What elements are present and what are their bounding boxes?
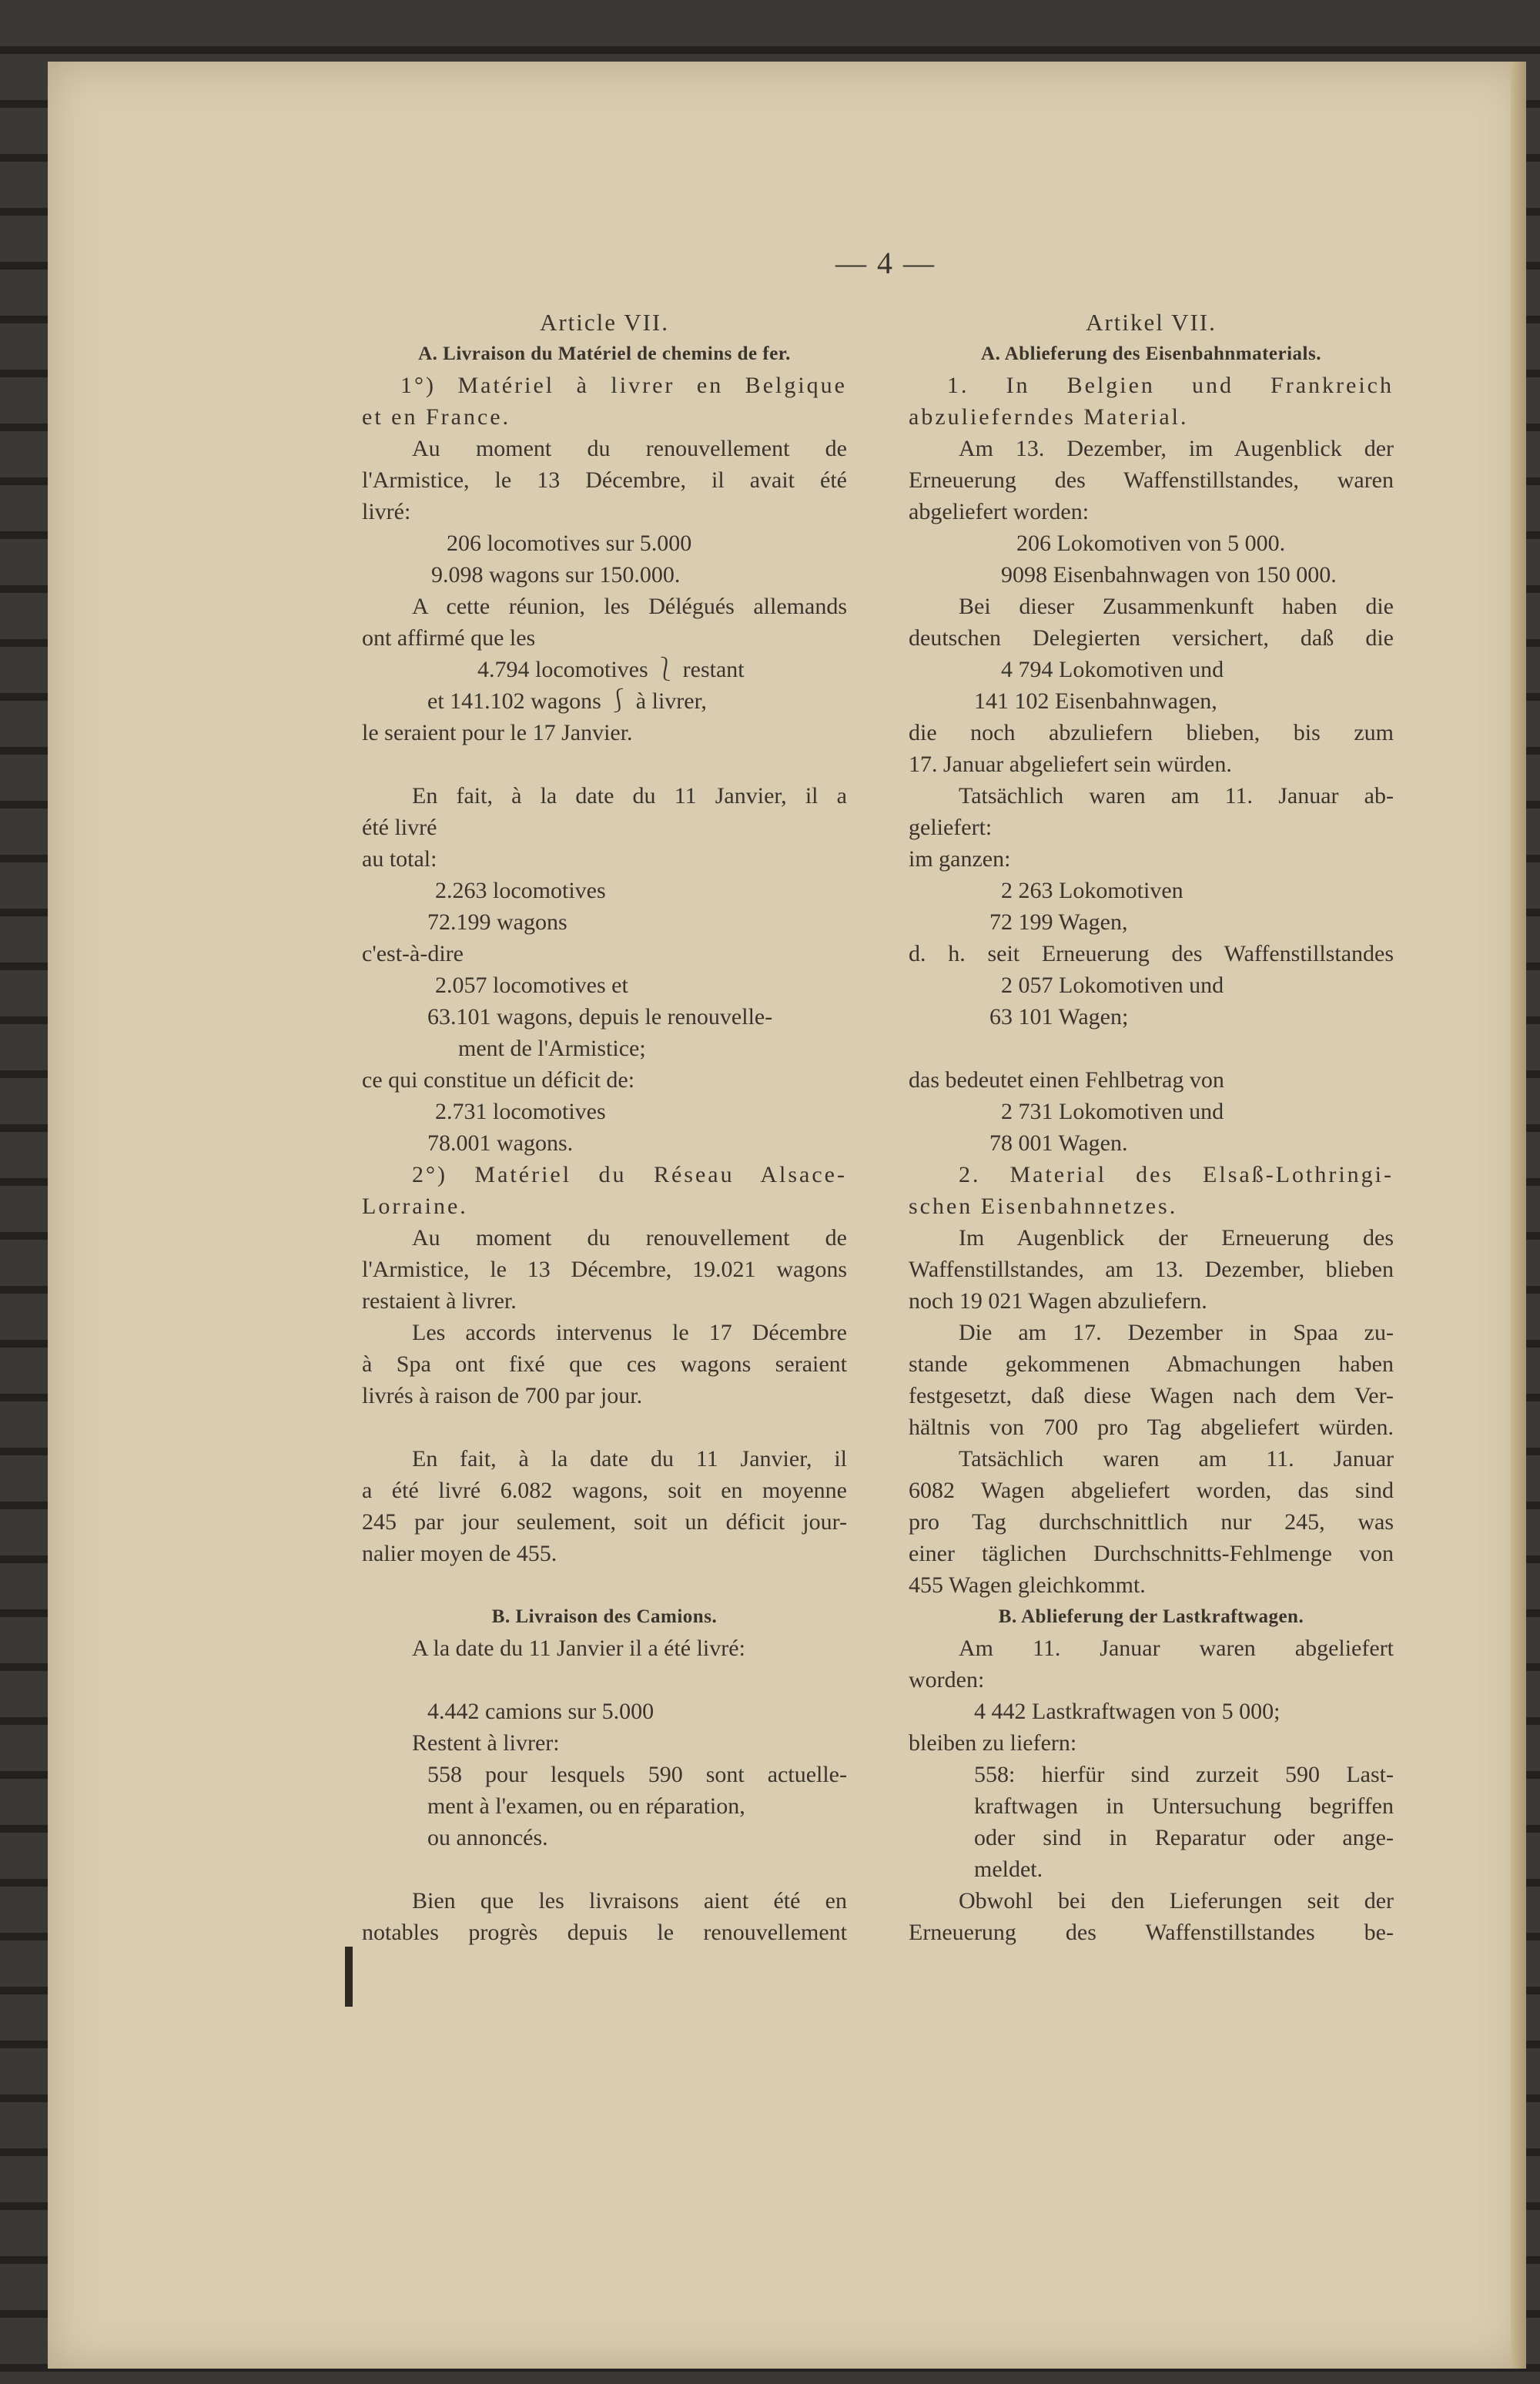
fr-text-line: au total: — [362, 846, 437, 872]
fr-text-line: l'Armistice, le 13 Décembre, il avait été — [362, 467, 847, 493]
fr-text-line: à Spa ont fixé que ces wagons seraient — [362, 1351, 847, 1377]
de-text-line: 17. Januar abgeliefert sein würden. — [909, 752, 1232, 777]
fr-text-line — [362, 1569, 847, 1601]
de-text-line: Artikel VII. — [1086, 309, 1217, 336]
de-text-line: Tatsächlich waren am 11. Januar ab- — [959, 783, 1394, 809]
fr-text-line: nalier moyen de 455. — [362, 1541, 557, 1566]
fr-text-line: Restent à livrer: — [412, 1730, 560, 1756]
de-text-line: noch 19 021 Wagen abzuliefern. — [909, 1288, 1207, 1314]
fr-text-line: Au moment du renouvellement de — [412, 436, 847, 461]
fr-text-line: Au moment du renouvellement de — [412, 1225, 847, 1251]
fr-text-line: livré: — [362, 499, 411, 524]
de-text-line: Im Augenblick der Erneuerung des — [959, 1225, 1394, 1251]
de-text-line: schen Eisenbahnnetzes. — [909, 1194, 1178, 1219]
de-text-line: 2 057 Lokomotiven und — [1001, 973, 1224, 998]
de-text-line: 206 Lokomotiven von 5 000. — [1016, 531, 1286, 556]
fr-text-line: 2.057 locomotives et — [435, 973, 628, 998]
fr-text-line: ment de l'Armistice; — [458, 1036, 646, 1061]
de-text-line: 4 442 Lastkraftwagen von 5 000; — [974, 1699, 1281, 1724]
page-edge — [1511, 62, 1526, 2369]
fr-text-line: le seraient pour le 17 Janvier. — [362, 720, 633, 745]
de-text-line: geliefert: — [909, 815, 993, 840]
de-text-line: 2 731 Lokomotiven und — [1001, 1099, 1224, 1124]
fr-text-line: 245 par jour seulement, soit un déficit jour- — [362, 1509, 847, 1535]
fr-text-line: 4.442 camions sur 5.000 — [427, 1699, 654, 1724]
de-text-line: Die am 17. Dezember in Spaa zu- — [959, 1320, 1394, 1345]
fr-text-line: a été livré 6.082 wagons, soit en moyenne — [362, 1478, 847, 1503]
fr-text-line: 63.101 wagons, depuis le renouvelle- — [427, 1004, 773, 1030]
de-text-line: B. Ablieferung der Lastkraftwagen. — [998, 1606, 1304, 1627]
fr-text-line: 72.199 wagons — [427, 909, 567, 935]
de-text-line: pro Tag durchschnittlich nur 245, was — [909, 1509, 1394, 1535]
fr-text-line: été livré — [362, 815, 437, 840]
fr-text-line: 4.794 locomotives ⎱ restant — [477, 657, 745, 682]
de-text-line: Tatsächlich waren am 11. Januar — [959, 1446, 1394, 1472]
de-text-line: bleiben zu liefern: — [909, 1730, 1077, 1756]
de-text-line: einer täglichen Durchschnitts-Fehlmenge von — [909, 1541, 1394, 1566]
de-text-line: 455 Wagen gleichkommt. — [909, 1572, 1146, 1598]
fr-text-line: notables progrès depuis le renouvellement — [362, 1920, 847, 1945]
de-text-line: Waffenstillstandes, am 13. Dezember, blieben — [909, 1257, 1394, 1282]
de-text-line: im ganzen: — [909, 846, 1011, 872]
fr-text-line: 2.731 locomotives — [435, 1099, 606, 1124]
fr-text-line: l'Armistice, le 13 Décembre, 19.021 wagons — [362, 1257, 847, 1282]
fr-text-line: 206 locomotives sur 5.000 — [447, 531, 692, 556]
fr-text-line — [362, 1411, 847, 1443]
fr-text-line — [362, 1853, 847, 1885]
de-text-line — [909, 1033, 1394, 1064]
margin-mark — [345, 1947, 353, 2007]
fr-text-line: et 141.102 wagons ⎰ à livrer, — [427, 688, 707, 714]
german-column — [909, 306, 1394, 1948]
de-text-line: das bedeutet einen Fehlbetrag von — [909, 1067, 1224, 1093]
fr-text-line: 1°) Matériel à livrer en Belgique — [400, 373, 847, 398]
fr-text-line: c'est-à-dire — [362, 941, 464, 966]
de-text-line: Erneuerung des Waffenstillstandes be- — [909, 1920, 1394, 1945]
fr-text-line: livrés à raison de 700 par jour. — [362, 1383, 643, 1408]
de-text-line: A. Ablieferung des Eisenbahnmaterials. — [981, 343, 1321, 364]
fr-text-line — [362, 1664, 847, 1696]
fr-text-line: Article VII. — [539, 309, 670, 336]
fr-text-line: 2°) Matériel du Réseau Alsace- — [412, 1162, 847, 1187]
fr-text-line: B. Livraison des Camions. — [491, 1606, 718, 1627]
fr-text-line: ment à l'examen, ou en réparation, — [427, 1793, 745, 1819]
fr-text-line: A cette réunion, les Délégués allemands — [412, 594, 847, 619]
fr-text-line: ont affirmé que les — [362, 625, 536, 651]
fr-text-line: restaient à livrer. — [362, 1288, 517, 1314]
de-text-line: Obwohl bei den Lieferungen seit der — [959, 1888, 1394, 1914]
de-text-line: abzulieferndes Material. — [909, 404, 1189, 430]
de-text-line: Am 13. Dezember, im Augenblick der — [959, 436, 1394, 461]
fr-text-line — [362, 748, 847, 780]
de-text-line: die noch abzuliefern blieben, bis zum — [909, 720, 1394, 745]
de-text-line: 2 263 Lokomotiven — [1001, 878, 1183, 903]
de-text-line: 4 794 Lokomotiven und — [1001, 657, 1224, 682]
de-text-line: stande gekommenen Abmachungen haben — [909, 1351, 1394, 1377]
fr-text-line: Les accords intervenus le 17 Décembre — [412, 1320, 847, 1345]
fr-text-line: et en France. — [362, 404, 511, 430]
de-text-line: 6082 Wagen abgeliefert worden, das sind — [909, 1478, 1394, 1503]
de-text-line: kraftwagen in Untersuchung begriffen — [974, 1793, 1394, 1819]
fr-text-line: ou annoncés. — [427, 1825, 548, 1850]
fr-text-line: En fait, à la date du 11 Janvier, il a — [412, 783, 847, 809]
de-text-line: worden: — [909, 1667, 985, 1693]
fr-text-line: A la date du 11 Janvier il a été livré: — [412, 1636, 745, 1661]
de-text-line: 1. In Belgien und Frankreich — [947, 373, 1394, 398]
de-text-line: hältnis von 700 pro Tag abgeliefert würden. — [909, 1415, 1394, 1440]
french-column — [362, 306, 847, 1948]
de-text-line: 141 102 Eisenbahnwagen, — [974, 688, 1217, 714]
de-text-line: meldet. — [974, 1857, 1043, 1882]
fr-text-line: ce qui constitue un déficit de: — [362, 1067, 635, 1093]
de-text-line: festgesetzt, daß diese Wagen nach dem Ver- — [909, 1383, 1394, 1408]
de-text-line: 9098 Eisenbahnwagen von 150 000. — [1001, 562, 1337, 588]
de-text-line: 72 199 Wagen, — [989, 909, 1128, 935]
de-text-line: 2. Material des Elsaß-Lothringi- — [959, 1162, 1394, 1187]
fr-text-line: 9.098 wagons sur 150.000. — [431, 562, 681, 588]
fr-text-line: En fait, à la date du 11 Janvier, il — [412, 1446, 847, 1472]
de-text-line: 558: hierfür sind zurzeit 590 Last- — [974, 1762, 1394, 1787]
fr-text-line: 558 pour lesquels 590 sont actuelle- — [427, 1762, 847, 1787]
de-text-line: Am 11. Januar waren abgeliefert — [959, 1636, 1394, 1661]
fr-text-line: Bien que les livraisons aient été en — [412, 1888, 847, 1914]
fr-text-line: A. Livraison du Matériel de chemins de fer. — [418, 343, 791, 364]
de-text-line: 63 101 Wagen; — [989, 1004, 1129, 1030]
fr-text-line: 78.001 wagons. — [427, 1130, 574, 1156]
de-text-line: Bei dieser Zusammenkunft haben die — [959, 594, 1394, 619]
de-text-line: 78 001 Wagen. — [989, 1130, 1128, 1156]
de-text-line: abgeliefert worden: — [909, 499, 1090, 524]
fr-text-line: Lorraine. — [362, 1194, 468, 1219]
page-number: — 4 — — [835, 246, 936, 280]
de-text-line: deutschen Delegierten versichert, daß die — [909, 625, 1394, 651]
de-text-line: d. h. seit Erneuerung des Waffenstillstandes — [909, 941, 1394, 966]
de-text-line: oder sind in Reparatur oder ange- — [974, 1825, 1394, 1850]
fr-text-line: 2.263 locomotives — [435, 878, 606, 903]
de-text-line: Erneuerung des Waffenstillstandes, waren — [909, 467, 1394, 493]
